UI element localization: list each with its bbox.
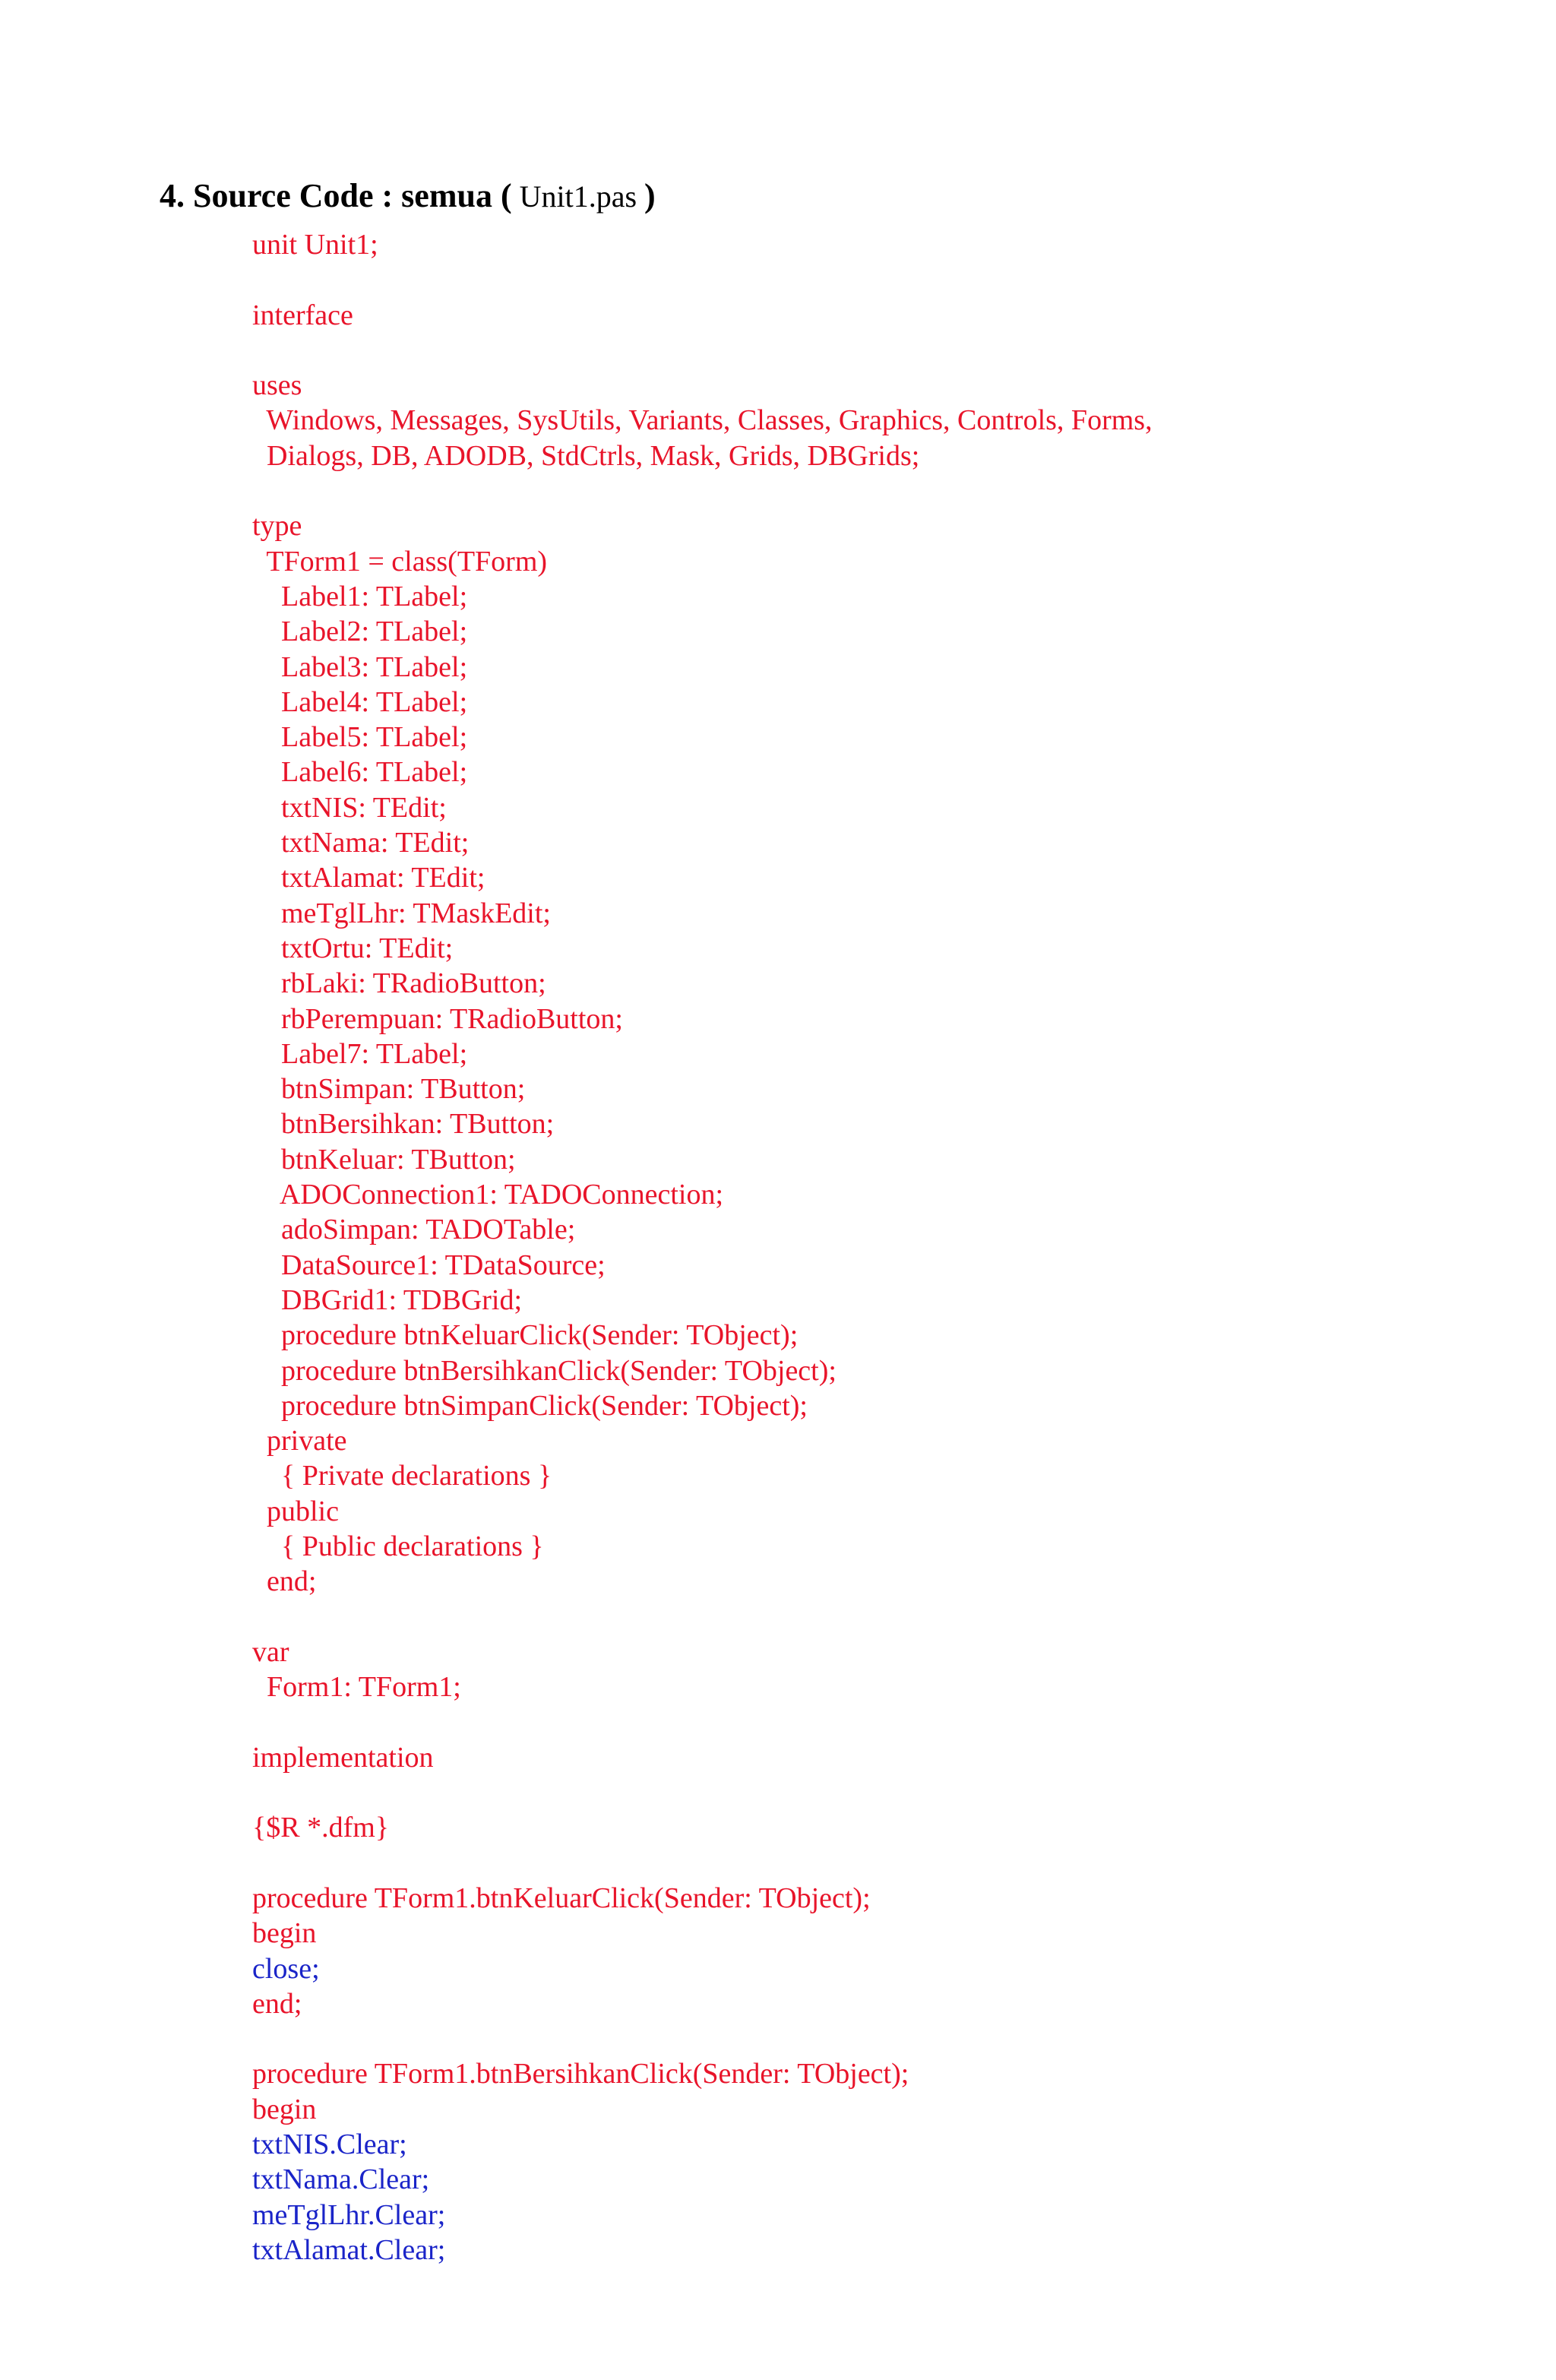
code-line: DBGrid1: TDBGrid; xyxy=(252,1283,523,1316)
code-line: TForm1 = class(TForm) xyxy=(252,545,548,578)
code-line: btnSimpan: TButton; xyxy=(252,1073,526,1106)
code-line xyxy=(252,1600,1153,1635)
code-line: DataSource1: TDataSource; xyxy=(252,1249,606,1281)
code-line: meTglLhr: TMaskEdit; xyxy=(252,897,551,929)
code-line xyxy=(252,333,1153,368)
code-line xyxy=(252,2021,1153,2056)
code-line: btnBersihkan: TButton; xyxy=(252,1108,555,1141)
code-line xyxy=(252,1846,1153,1881)
code-line: procedure btnKeluarClick(Sender: TObject); xyxy=(252,1319,799,1352)
code-line: begin xyxy=(252,2093,317,2125)
code-line: Form1: TForm1; xyxy=(252,1671,461,1704)
code-line: ADOConnection1: TADOConnection; xyxy=(252,1179,724,1211)
code-line: {$R *.dfm} xyxy=(252,1812,390,1844)
code-line: btnKeluar: TButton; xyxy=(252,1143,516,1176)
code-line: close; xyxy=(252,1952,320,1985)
code-line: begin xyxy=(252,1917,317,1950)
code-line: meTglLhr.Clear; xyxy=(252,2198,446,2231)
heading-label: 4. Source Code : semua ( xyxy=(160,177,512,214)
code-line: Label3: TLabel; xyxy=(252,650,468,683)
code-line: txtNIS: TEdit; xyxy=(252,791,447,824)
code-line: rbPerempuan: TRadioButton; xyxy=(252,1002,623,1035)
code-line: procedure TForm1.btnBersihkanClick(Sender: TObject); xyxy=(252,2058,909,2090)
code-line: uses xyxy=(252,369,302,402)
code-line: private xyxy=(252,1425,347,1457)
code-line: procedure btnBersihkanClick(Sender: TObject); xyxy=(252,1354,837,1387)
code-line: public xyxy=(252,1495,339,1527)
code-line: var xyxy=(252,1635,289,1668)
code-line: { Private declarations } xyxy=(252,1460,552,1492)
code-line: Label5: TLabel; xyxy=(252,721,468,754)
code-line: txtAlamat.Clear; xyxy=(252,2233,446,2266)
heading-filename: Unit1.pas xyxy=(511,179,645,214)
code-line: adoSimpan: TADOTable; xyxy=(252,1214,576,1246)
code-line: end; xyxy=(252,1987,302,2020)
code-line xyxy=(252,262,1153,297)
code-line: Label1: TLabel; xyxy=(252,580,468,612)
code-line xyxy=(252,1775,1153,1810)
heading-close-paren: ) xyxy=(644,177,656,214)
code-line: type xyxy=(252,510,302,543)
code-line: txtNama.Clear; xyxy=(252,2163,430,2196)
code-line: txtNIS.Clear; xyxy=(252,2128,407,2161)
code-line: Label7: TLabel; xyxy=(252,1037,468,1070)
code-line: unit Unit1; xyxy=(252,229,378,261)
code-line: Label2: TLabel; xyxy=(252,616,468,648)
code-line: Label6: TLabel; xyxy=(252,756,468,789)
code-line: txtNama: TEdit; xyxy=(252,827,470,859)
code-line: procedure TForm1.btnKeluarClick(Sender: TObject); xyxy=(252,1882,871,1914)
code-line: txtOrtu: TEdit; xyxy=(252,932,454,964)
code-line: { Public declarations } xyxy=(252,1530,544,1562)
code-line: Label4: TLabel; xyxy=(252,685,468,718)
code-line: implementation xyxy=(252,1741,434,1774)
code-line: rbLaki: TRadioButton; xyxy=(252,967,546,1000)
code-line: interface xyxy=(252,299,353,331)
code-line: txtAlamat: TEdit; xyxy=(252,862,485,894)
code-line: Windows, Messages, SysUtils, Variants, Classes, Graphics, Controls, Forms, xyxy=(252,404,1153,437)
code-line: Dialogs, DB, ADODB, StdCtrls, Mask, Grids, DBGrids; xyxy=(252,439,920,472)
code-line xyxy=(252,1704,1153,1739)
code-line xyxy=(252,473,1153,508)
code-line: procedure btnSimpanClick(Sender: TObject); xyxy=(252,1389,808,1422)
code-line: end; xyxy=(252,1565,317,1598)
source-code-listing xyxy=(252,227,1153,2268)
section-heading xyxy=(160,179,656,213)
